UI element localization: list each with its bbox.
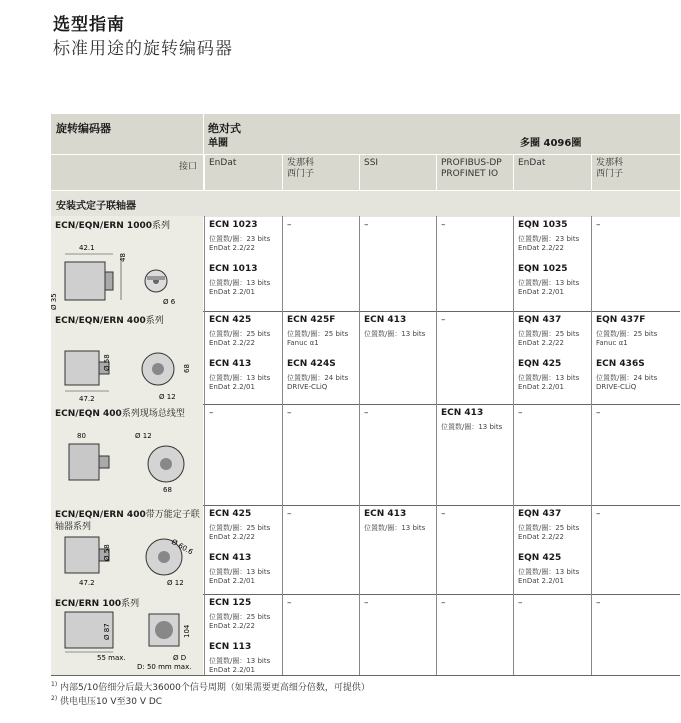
product-spec: 位置数/圈：13 bits EnDat 2.2/01 bbox=[209, 279, 271, 296]
not-available: – bbox=[364, 220, 369, 230]
product-spec: 位置数/圈：13 bits EnDat 2.2/01 bbox=[209, 374, 271, 391]
product-cell bbox=[204, 311, 283, 404]
table-row bbox=[51, 594, 680, 676]
page-title: 选型指南 bbox=[53, 15, 125, 35]
product-model: EQN 437 bbox=[518, 315, 562, 325]
not-available: – bbox=[364, 408, 369, 418]
dimension-drawing bbox=[51, 234, 201, 320]
table-row bbox=[51, 404, 680, 506]
interface-row bbox=[51, 154, 680, 191]
interface-label: 接口 bbox=[178, 162, 197, 172]
encoder-series-name: ECN/ERN 100系列 bbox=[55, 599, 140, 609]
product-cell bbox=[513, 216, 592, 311]
product-cell bbox=[204, 216, 283, 311]
product-spec: 位置数/圈：24 bits DRIVE-CLiQ bbox=[287, 374, 349, 391]
not-available: – bbox=[441, 220, 446, 230]
drawing-ecn400 bbox=[51, 329, 201, 407]
header-multi-turn: 多圈 4096圈 bbox=[520, 138, 582, 149]
product-cell bbox=[359, 505, 437, 594]
dimension-drawing bbox=[51, 527, 201, 593]
product-cell bbox=[591, 311, 681, 404]
product-model: ECN 1023 bbox=[209, 220, 258, 230]
interface-cell: 发那科 西门子 bbox=[282, 155, 360, 191]
product-spec: 位置数/圈：13 bits EnDat 2.2/01 bbox=[209, 568, 271, 585]
svg-text:Ø 12: Ø 12 bbox=[167, 579, 184, 587]
section-label: 安装式定子联轴器 bbox=[56, 201, 136, 212]
product-model: EQN 425 bbox=[518, 553, 562, 563]
footnote-1: $^{1)}$ 内部5/10倍细分后最大36000个信号周期（如果需要更高细分倍数，可提供） bbox=[51, 681, 370, 693]
header-single-turn: 单圈 bbox=[208, 138, 228, 149]
interface-cell: 发那科 西门子 bbox=[591, 155, 681, 191]
product-spec: 位置数/圈：25 bits Fanuc α1 bbox=[287, 330, 349, 347]
svg-text:55 max.: 55 max. bbox=[97, 654, 126, 662]
row-label-cell bbox=[51, 404, 203, 505]
svg-text:47.2: 47.2 bbox=[79, 395, 95, 403]
encoder-series-name: ECN/EQN/ERN 1000系列 bbox=[55, 221, 170, 231]
product-cell bbox=[436, 216, 514, 311]
product-model: ECN 424S bbox=[287, 359, 336, 369]
product-cell bbox=[436, 311, 514, 404]
svg-text:Ø 58: Ø 58 bbox=[103, 544, 111, 561]
svg-text:D: 50 mm max.: D: 50 mm max. bbox=[137, 663, 192, 671]
header-absolute: 绝对式 bbox=[208, 122, 241, 135]
product-spec: 位置数/圈：25 bits EnDat 2.2/22 bbox=[518, 330, 580, 347]
section-heading bbox=[51, 190, 680, 217]
header-encoder-label: 旋转编码器 bbox=[56, 122, 111, 135]
encoder-series-name: ECN/EQN/ERN 400带万能定子联轴器系列 bbox=[55, 510, 200, 532]
product-cell bbox=[282, 404, 360, 505]
product-model: ECN 413 bbox=[209, 359, 252, 369]
product-cell bbox=[591, 505, 681, 594]
product-cell bbox=[282, 216, 360, 311]
table-row bbox=[51, 311, 680, 405]
product-spec: 位置数/圈：13 bits bbox=[364, 330, 426, 338]
product-spec: 位置数/圈：13 bits EnDat 2.2/01 bbox=[209, 657, 271, 674]
product-cell bbox=[513, 594, 592, 675]
svg-text:68: 68 bbox=[163, 486, 172, 494]
product-spec: 位置数/圈：24 bits DRIVE-CLiQ bbox=[596, 374, 658, 391]
drawing-ecn1000 bbox=[51, 234, 201, 316]
product-model: ECN 425 bbox=[209, 509, 252, 519]
product-cell bbox=[282, 505, 360, 594]
svg-text:Ø 87: Ø 87 bbox=[103, 623, 111, 640]
not-available: – bbox=[287, 408, 292, 418]
product-cell bbox=[436, 505, 514, 594]
not-available: – bbox=[364, 598, 369, 608]
not-available: – bbox=[596, 509, 601, 519]
product-cell bbox=[591, 594, 681, 675]
product-model: ECN 1013 bbox=[209, 264, 258, 274]
product-spec: 位置数/圈：13 bits bbox=[364, 524, 426, 532]
product-model: ECN 113 bbox=[209, 642, 252, 652]
product-spec: 位置数/圈：13 bits EnDat 2.2/01 bbox=[518, 374, 580, 391]
svg-text:Ø 12: Ø 12 bbox=[135, 432, 152, 440]
interface-cell: PROFIBUS-DP PROFINET IO bbox=[436, 155, 514, 191]
product-cell bbox=[282, 594, 360, 675]
footnote-2: $^{2)}$ 供电电压10 V至30 V DC bbox=[51, 695, 163, 707]
not-available: – bbox=[441, 315, 446, 325]
table-header bbox=[51, 114, 680, 190]
drawing-ecn100 bbox=[51, 606, 201, 672]
product-cell bbox=[359, 311, 437, 404]
interface-cell: SSI bbox=[359, 155, 437, 191]
product-cell bbox=[204, 404, 283, 505]
product-model: ECN 425F bbox=[287, 315, 336, 325]
row-label-cell bbox=[51, 216, 203, 311]
product-cell bbox=[513, 311, 592, 404]
product-cell bbox=[513, 505, 592, 594]
product-spec: 位置数/圈：25 bits Fanuc α1 bbox=[596, 330, 658, 347]
product-model: ECN 413 bbox=[209, 553, 252, 563]
product-model: EQN 1035 bbox=[518, 220, 568, 230]
not-available: – bbox=[596, 220, 601, 230]
dimension-drawing bbox=[51, 428, 201, 502]
svg-text:Ø 12: Ø 12 bbox=[159, 393, 176, 401]
not-available: – bbox=[287, 509, 292, 519]
product-cell bbox=[513, 404, 592, 505]
product-model: EQN 437 bbox=[518, 509, 562, 519]
product-model: EQN 437F bbox=[596, 315, 646, 325]
product-spec: 位置数/圈：25 bits EnDat 2.2/22 bbox=[518, 524, 580, 541]
svg-text:Ø 60.6: Ø 60.6 bbox=[170, 537, 195, 557]
product-model: ECN 413 bbox=[364, 509, 407, 519]
product-spec: 位置数/圈：13 bits bbox=[441, 423, 503, 431]
row-label-cell bbox=[51, 594, 203, 675]
product-cell bbox=[436, 594, 514, 675]
table-row bbox=[51, 216, 680, 312]
not-available: – bbox=[596, 408, 601, 418]
product-cell bbox=[359, 216, 437, 311]
product-spec: 位置数/圈：13 bits EnDat 2.2/01 bbox=[518, 279, 580, 296]
product-cell bbox=[359, 404, 437, 505]
product-spec: 位置数/圈：25 bits EnDat 2.2/22 bbox=[209, 330, 271, 347]
dimension-drawing bbox=[51, 606, 201, 676]
svg-text:48: 48 bbox=[119, 253, 127, 262]
product-cell bbox=[359, 594, 437, 675]
encoder-series-name: ECN/EQN/ERN 400系列 bbox=[55, 316, 164, 326]
not-available: – bbox=[596, 598, 601, 608]
row-label-cell bbox=[51, 505, 203, 594]
row-label-cell bbox=[51, 311, 203, 404]
svg-text:42.1: 42.1 bbox=[79, 244, 95, 252]
svg-text:Ø 58: Ø 58 bbox=[103, 354, 111, 371]
not-available: – bbox=[441, 598, 446, 608]
svg-text:47.2: 47.2 bbox=[79, 579, 95, 587]
product-spec: 位置数/圈：25 bits EnDat 2.2/22 bbox=[209, 613, 271, 630]
product-model: ECN 413 bbox=[441, 408, 484, 418]
product-spec: 位置数/圈：25 bits EnDat 2.2/22 bbox=[209, 524, 271, 541]
product-model: EQN 1025 bbox=[518, 264, 568, 274]
not-available: – bbox=[518, 598, 523, 608]
interface-cell: EnDat bbox=[204, 155, 283, 191]
not-available: – bbox=[287, 598, 292, 608]
product-cell bbox=[282, 311, 360, 404]
not-available: – bbox=[209, 408, 214, 418]
svg-text:104: 104 bbox=[183, 624, 191, 638]
product-spec: 位置数/圈：23 bits EnDat 2.2/22 bbox=[518, 235, 580, 252]
product-cell bbox=[591, 216, 681, 311]
product-cell bbox=[436, 404, 514, 505]
svg-text:Ø D: Ø D bbox=[173, 654, 187, 662]
product-cell bbox=[591, 404, 681, 505]
table-row bbox=[51, 505, 680, 595]
encoder-series-name: ECN/EQN 400系列现场总线型 bbox=[55, 409, 185, 419]
not-available: – bbox=[441, 509, 446, 519]
page-subtitle: 标准用途的旋转编码器 bbox=[53, 39, 233, 59]
not-available: – bbox=[518, 408, 523, 418]
svg-text:Ø 35: Ø 35 bbox=[50, 293, 58, 310]
drawing-ecn400-universal bbox=[51, 527, 201, 589]
svg-text:Ø 6: Ø 6 bbox=[163, 298, 176, 306]
product-cell bbox=[204, 505, 283, 594]
interface-cell: EnDat bbox=[513, 155, 592, 191]
product-model: ECN 413 bbox=[364, 315, 407, 325]
product-spec: 位置数/圈：23 bits EnDat 2.2/22 bbox=[209, 235, 271, 252]
svg-text:68: 68 bbox=[183, 364, 191, 373]
not-available: – bbox=[287, 220, 292, 230]
product-cell bbox=[204, 594, 283, 675]
svg-text:80: 80 bbox=[77, 432, 86, 440]
product-model: EQN 425 bbox=[518, 359, 562, 369]
dimension-drawing bbox=[51, 329, 201, 411]
drawing-ecn400-fieldbus bbox=[51, 428, 201, 498]
product-model: ECN 425 bbox=[209, 315, 252, 325]
product-model: ECN 436S bbox=[596, 359, 645, 369]
product-model: ECN 125 bbox=[209, 598, 252, 608]
product-spec: 位置数/圈：13 bits EnDat 2.2/01 bbox=[518, 568, 580, 585]
